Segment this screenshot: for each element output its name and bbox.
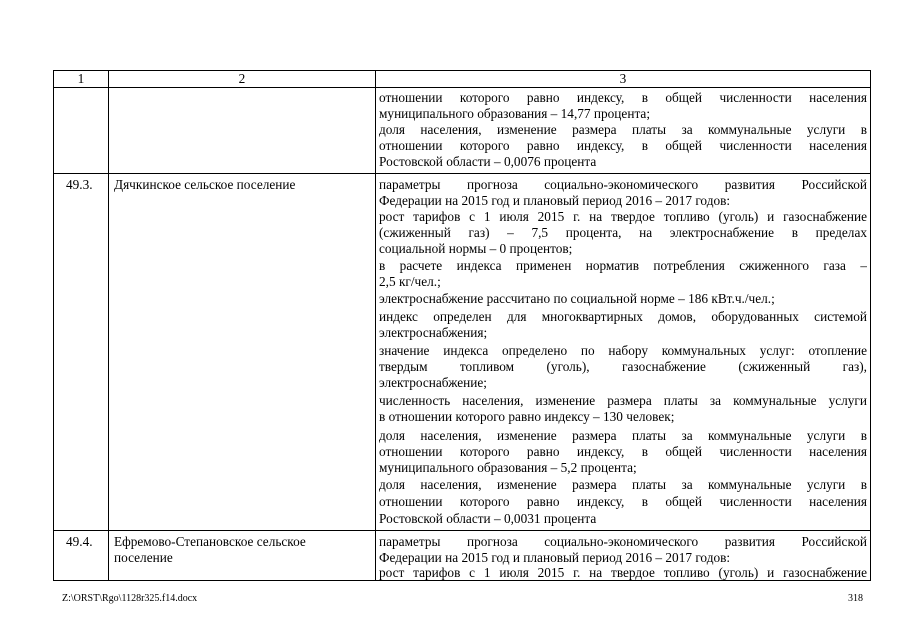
text-line: значение индекса определено по набору коммунальных услуг: отопление [379, 343, 867, 358]
text-line: электроснабжения; [379, 325, 488, 340]
text-line: Федерации на 2015 год и плановый период 2016 – 2017 годов: [379, 550, 731, 565]
text-line: отношении которого равно индексу, в общей численности населения [379, 444, 867, 459]
row-49-3-bottom-border [53, 530, 871, 531]
header-col-1: 1 [77, 71, 85, 86]
text-line: отношении которого равно индексу, в общей численности населения [379, 90, 867, 105]
text-line: Ростовской области – 0,0076 процента [379, 154, 597, 169]
text-line: в отношении которого равно индексу – 130 человек; [379, 409, 675, 424]
row-prev-bottom-border [53, 173, 871, 174]
settlement-name: Дячкинское сельское поселение [114, 177, 296, 192]
text-line: доля населения, изменение размера платы за коммунальные услуги в [379, 122, 867, 137]
settlement-name: Ефремово-Степановское сельское [114, 534, 306, 549]
text-line: численность населения, изменение размера платы за коммунальные услуги [379, 393, 867, 408]
header-bottom-border [53, 87, 871, 88]
row-number: 49.4. [66, 534, 93, 549]
text-line: доля населения, изменение размера платы за коммунальные услуги в [379, 428, 867, 443]
text-line: отношении которого равно индексу, в общей численности населения [379, 138, 867, 153]
text-line: рост тарифов с 1 июля 2015 г. на твердое топливо (уголь) и газоснабжение [379, 565, 867, 580]
text-line: муниципального образования – 14,77 процента; [379, 106, 651, 121]
row-number: 49.3. [66, 177, 93, 192]
footer-file-path: Z:\ORST\Rgo\1128r325.f14.docx [62, 593, 198, 604]
text-line: муниципального образования – 5,2 процента; [379, 460, 637, 475]
text-line: социальной нормы – 0 процентов; [379, 241, 573, 256]
col-divider-2 [375, 70, 376, 581]
text-line: в расчете индекса применен норматив потребления сжиженного газа – [379, 258, 867, 273]
text-line: параметры прогноза социально-экономического развития Российской [379, 177, 867, 192]
col-divider-1 [108, 70, 109, 581]
text-line: отношении которого равно индексу, в общей численности населения [379, 494, 867, 509]
text-line: рост тарифов с 1 июля 2015 г. на твердое топливо (уголь) и газоснабжение [379, 209, 867, 224]
page-number: 318 [848, 593, 863, 604]
text-line: электроснабжение рассчитано по социальной норме – 186 кВт.ч./чел.; [379, 291, 775, 306]
table-right-border [870, 70, 871, 581]
text-line: доля населения, изменение размера платы за коммунальные услуги в [379, 477, 867, 492]
header-col-2: 2 [238, 71, 246, 86]
text-line: Федерации на 2015 год и плановый период 2016 – 2017 годов: [379, 193, 731, 208]
text-line: Ростовской области – 0,0031 процента [379, 511, 597, 526]
text-line: 2,5 кг/чел.; [379, 274, 441, 289]
text-line: твердым топливом (уголь), газоснабжение (сжиженный газ), [379, 359, 867, 374]
settlement-name-continued: поселение [114, 550, 173, 565]
text-line: (сжиженный газ) – 7,5 процента, на электроснабжение в пределах [379, 225, 867, 240]
table-left-border [53, 70, 54, 581]
text-line: индекс определен для многоквартирных домов, оборудованных системой [379, 309, 867, 324]
text-line: электроснабжение; [379, 375, 487, 390]
header-col-3: 3 [619, 71, 627, 86]
text-line: параметры прогноза социально-экономического развития Российской [379, 534, 867, 549]
